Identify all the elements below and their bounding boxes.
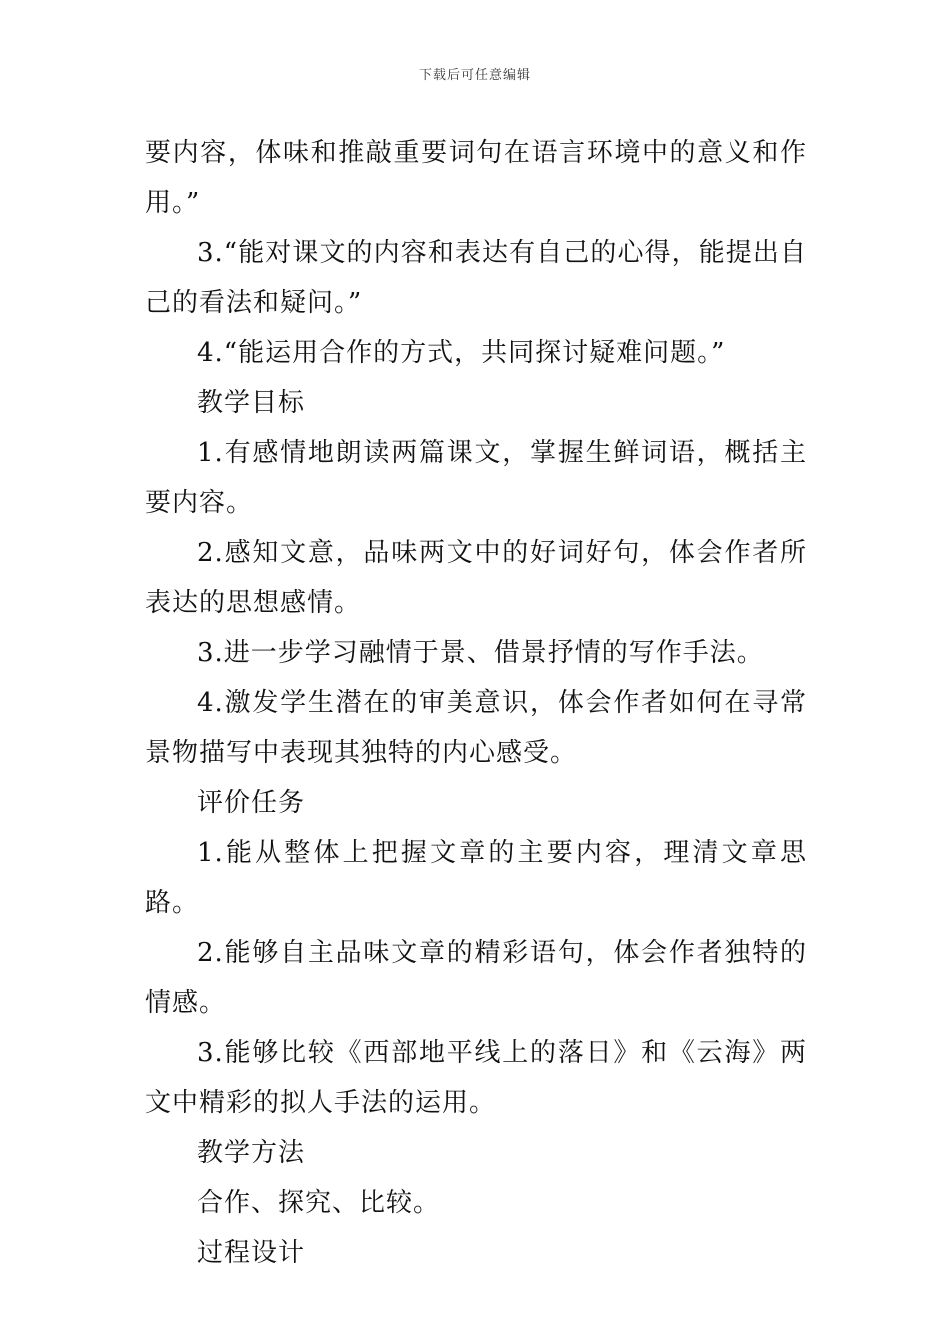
page-header: 下载后可任意编辑	[418, 68, 531, 83]
section-heading-teaching-methods: 教学方法	[197, 1138, 306, 1168]
section-heading-process-design: 过程设计	[197, 1238, 306, 1268]
goal-item-3: 3.进一步学习融情于景、借景抒情的写作手法。	[197, 638, 764, 668]
task-item-3: 3.能够比较《西部地平线上的落日》和《云海》两文中精彩的拟人手法的运用。	[145, 1038, 807, 1118]
paragraph-standard-4: 4.“能运用合作的方式，共同探讨疑难问题。”	[197, 338, 726, 368]
section-heading-teaching-goals: 教学目标	[197, 388, 306, 418]
task-item-2: 2.能够自主品味文章的精彩语句，体会作者独特的情感。	[145, 938, 807, 1018]
document-body	[145, 128, 807, 1278]
paragraph-standard-3: 3.“能对课文的内容和表达有自己的心得，能提出自己的看法和疑问。”	[145, 238, 807, 318]
task-item-1: 1.能从整体上把握文章的主要内容，理清文章思路。	[145, 838, 807, 918]
goal-item-2: 2.感知文意，品味两文中的好词好句，体会作者所表达的思想感情。	[145, 538, 807, 618]
section-heading-evaluation-tasks: 评价任务	[197, 788, 306, 818]
goal-item-4: 4.激发学生潜在的审美意识，体会作者如何在寻常景物描写中表现其独特的内心感受。	[145, 688, 807, 768]
paragraph-continuation: 要内容，体味和推敲重要词句在语言环境中的意义和作用。”	[145, 138, 807, 218]
goal-item-1: 1.有感情地朗读两篇课文，掌握生鲜词语，概括主要内容。	[145, 438, 807, 518]
methods-text: 合作、探究、比较。	[197, 1188, 441, 1218]
